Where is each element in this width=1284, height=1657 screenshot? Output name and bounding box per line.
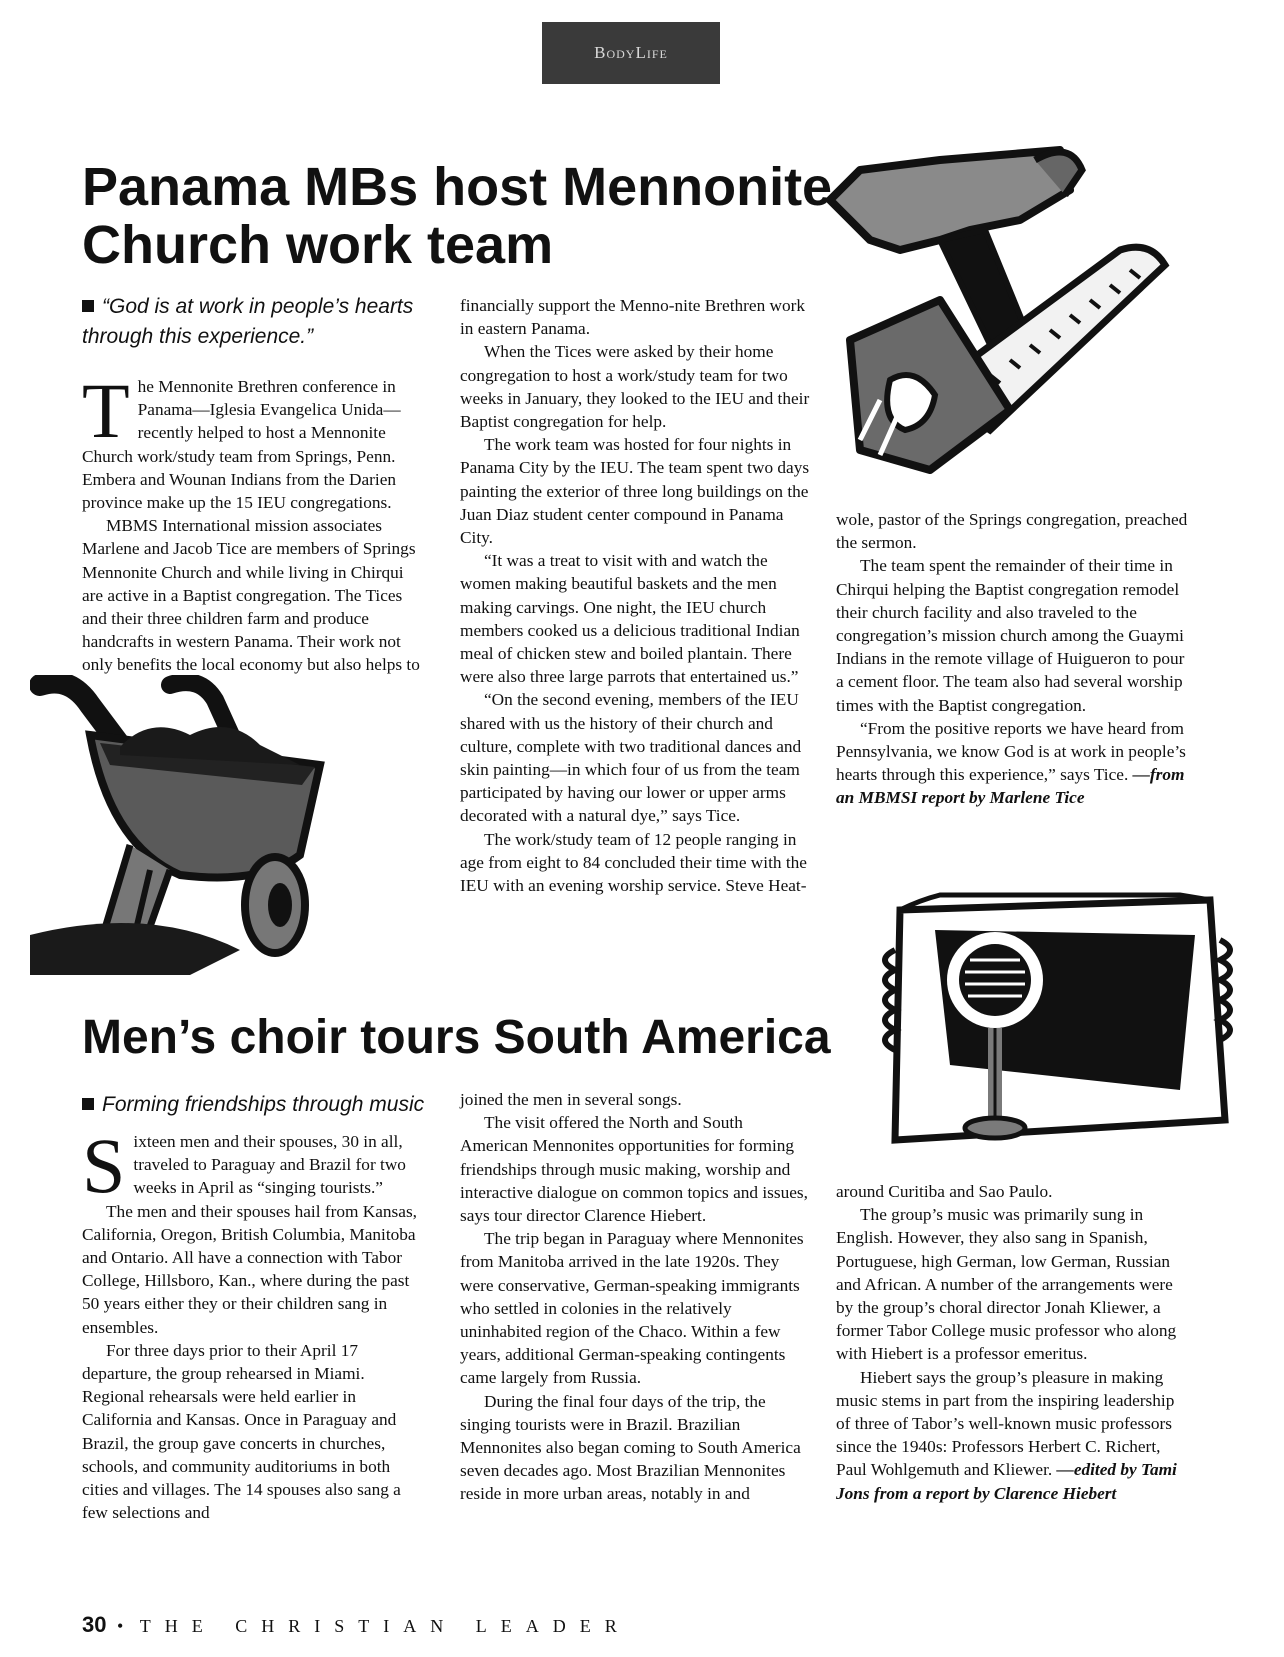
dropcap: S [82,1122,126,1209]
page-footer: 30 • THE CHRISTIAN LEADER [82,1612,631,1637]
article2-paragraph: The trip began in Paraguay where Mennonites from Manitoba arrived in the late 1920s. They were conservative, German-speaking immigrants who settled in colonies in the relatively uninhabited region of the Chaco. Within a few years, additional German-speaking contingents came largely from Russia. [460,1229,804,1388]
article2-column-1 [82,1122,422,1524]
article2-paragraph: The men and their spouses hail from Kansas, California, Oregon, British Columbia, Manitoba and Ontario. All have a connection with Tabor College, Hillsboro, Kan., where during the past 50 years either they or their children sang in ensembles. [82,1201,417,1337]
article2-byline: —edited by Tami Jons from a report by Clarence Hiebert [836,1460,1177,1503]
article1-byline: —from an MBMSI report by Marlene Tice [836,765,1185,808]
section-tab: BodyLife [542,22,720,84]
dropcap: T [82,367,130,454]
wheelbarrow-icon [30,675,330,975]
article2-paragraph: The visit offered the North and South American Mennonites opportunities for forming friendships through music making, worship and interactive dialogue on common topics and issues, says tour director Clarence Hiebert. [460,1113,808,1226]
article1-paragraph: “On the second evening, members of the IEU shared with us the history of their church and culture, complete with two traditional dances and skin painting—in which four of us from the team participated by having our lower or upper arms decorated with a natural dye,” says Tice. [460,690,802,826]
article1-paragraph: The team spent the remainder of their time in Chirqui helping the Baptist congregation remodel their church facility and also traveled to the congregation’s mission church among the Guaymi Indians in the remote village of Huigueron to pour a cement floor. The team also had several worship times with the Baptist congregation. [836,556,1185,715]
article2-column-3 [836,1180,1190,1505]
article2-deck: Forming friendships through music [82,1090,442,1120]
article2-column-2 [460,1088,812,1506]
article2-paragraph: Sixteen men and their spouses, 30 in all, traveled to Paraguay and Brazil for two weeks in April as “singing tourists.” [82,1122,406,1209]
article2-paragraph: joined the men in several songs. [460,1090,682,1109]
article1-paragraph: financially support the Menno-nite Brethren work in eastern Panama. [460,296,806,339]
article1-paragraph: The Mennonite Brethren conference in Panama—Iglesia Evangelica Unida—recently helped to host a Mennonite Church work/study team from Springs, Penn. Embera and Wounan Indians from the Darien province make up the 15 IEU congregations. [82,367,401,513]
article2-headline: Men’s choir tours South America [82,1011,831,1064]
page-number: 30 [82,1612,107,1637]
article1-paragraph: When the Tices were asked by their home congregation to host a work/study team for two weeks in January, they looked to the IEU and their Baptist congregation for help. [460,342,810,432]
bullet-square-icon [82,300,94,312]
article2-paragraph: Hiebert says the group’s pleasure in making music stems in part from the inspiring leadership of three of Tabor’s well-known music professors since the 1940s: Professors Herbert C. Richert, Paul Wohlgemuth and Kliewer. —edited by Tami Jons from a report by Clarence Hiebert [836,1367,1177,1503]
article1-column-3 [836,508,1190,810]
article1-column-1 [82,367,422,677]
article1-paragraph: wole, pastor of the Springs congregation, preached the sermon. [836,510,1188,553]
article2-paragraph: For three days prior to their April 17 departure, the group rehearsed in Miami. Regional rehearsals were held earlier in California and Kansas. Once in Paraguay and Brazil, the group gave concerts in churches, schools, and community auditoriums in both cities and villages. The 14 spouses also sang a few selections and [82,1340,401,1523]
article1-paragraph: The work team was hosted for four nights in Panama City by the IEU. The team spent two days painting the exterior of three long buildings on the Juan Diaz student center compound in Panama City. [460,435,810,548]
article1-column-2 [460,294,812,897]
article1-paragraph-wrap: MBMS International mission associates Marlene and Jacob Tice are members of Springs Mennonite Church and while living in Chirqui are active in a Baptist congregation. The Tices and their three children farm and produce handcrafts in western Panama. Their work not only benefits the local economy but also helps to [82,516,420,675]
article1-paragraph: The work/study team of 12 people ranging in age from eight to 84 concluded their time with the IEU with an evening worship service. Steve Heat- [460,829,807,896]
article2-paragraph: During the final four days of the trip, the singing tourists were in Brazil. Brazilian Mennonites also began coming to South America seven decades ago. Most Brazilian Mennonites reside in more urban areas, notably in and [460,1391,801,1504]
article1-deck: “God is at work in people’s hearts through this experience.” [82,295,414,349]
article2-paragraph: The group’s music was primarily sung in English. However, they also sang in Spanish, Portuguese, high German, low German, Russian and African. A number of the arrangements were by the group’s choral director Jonah Kliewer, a former Tabor College music professor who along with Hiebert is a professor emeritus. [836,1205,1177,1364]
article1-paragraph: “From the positive reports we have heard from Pennsylvania, we know God is at work in people’s hearts through this experience,” says Tice. —from an MBMSI report by Marlene Tice [836,718,1186,808]
bullet-square-icon [82,1098,94,1110]
article1-paragraph: “It was a treat to visit with and watch the women making beautiful baskets and the men making carvings. One night, the IEU church members cooked us a delicious traditional Indian meal of chicken stew and boiled plantain. There were also three large parrots that entertained us.” [460,551,800,687]
article1-headline: Panama MBs host Mennonite Church work team [82,157,833,276]
hammer-saw-icon [820,140,1200,510]
publication-name: THE CHRISTIAN LEADER [139,1616,631,1636]
microphone-icon [880,890,1240,1170]
article2-paragraph: around Curitiba and Sao Paulo. [836,1182,1053,1201]
